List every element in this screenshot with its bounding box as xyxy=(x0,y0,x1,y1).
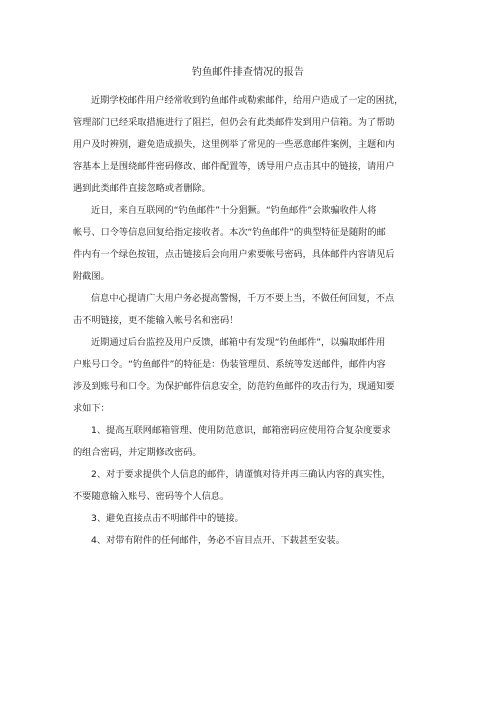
paragraph-line: 近期学校邮件用户经常收到钓鱼邮件或勒索邮件，给用户造成了一定的困扰， xyxy=(91,95,404,106)
paragraph xyxy=(73,332,438,420)
paragraph xyxy=(73,420,438,464)
paragraph-line: 4、对带有附件的任何邮件，务必不盲目点开、下载甚至安装。 xyxy=(91,535,345,546)
paragraph-line: 2、对于要求提供个人信息的邮件，请谨慎对待并再三确认内容的真实性， xyxy=(91,469,391,480)
paragraph xyxy=(73,288,438,332)
paragraph-line: 用户及时辨别，避免造成损失，这里例举了常见的一些恶意邮件案例，主题和内 xyxy=(73,139,395,150)
paragraph-line: 涉及到账号和口令。为保护邮件信息安全，防范钓鱼邮件的攻击行为，现通知要 xyxy=(73,381,395,392)
paragraph xyxy=(73,530,438,552)
paragraph xyxy=(73,464,438,508)
paragraph xyxy=(73,200,438,288)
paragraph-line: 不要随意输入账号、密码等个人信息。 xyxy=(73,491,230,502)
paragraph-line: 件内有一个绿色按钮，点击链接后会向用户索要帐号密码，具体邮件内容请见后 xyxy=(73,249,395,260)
paragraph-line: 帐号、口令等信息回复给指定接收者。本次“钓鱼邮件”的典型特征是随附的邮 xyxy=(73,227,386,238)
paragraph-line: 遇到此类邮件直接忽略或者删除。 xyxy=(73,183,211,194)
paragraph xyxy=(73,90,438,200)
paragraph-line: 击不明链接，更不能输入帐号名和密码！ xyxy=(73,315,239,326)
paragraph-line: 求如下： xyxy=(73,403,110,414)
paragraph-line: 户账号口令。“钓鱼邮件”的特征是：伪装管理员、系统等发送邮件，邮件内容 xyxy=(73,359,386,370)
paragraph xyxy=(73,508,438,530)
paragraph-line: 信息中心提请广大用户务必提高警惕，千万不要上当，不做任何回复，不点 xyxy=(91,293,395,304)
paragraph-line: 管理部门已经采取措施进行了阻拦，但仍会有此类邮件发到用户信箱。为了帮助 xyxy=(73,117,395,128)
paragraph-line: 近日，来自互联网的“钓鱼邮件”十分猖獗。“钓鱼邮件”会欺骗收件人将 xyxy=(91,205,377,216)
paragraph-line: 1、提高互联网邮箱管理、使用防范意识，邮箱密码应使用符合复杂度要求 xyxy=(91,425,391,436)
paragraph-line: 3、避免直接点击不明邮件中的链接。 xyxy=(91,513,244,524)
paragraph-line: 附截图。 xyxy=(73,271,110,282)
document-title: 钓鱼邮件排查情况的报告 xyxy=(191,67,305,78)
document-body xyxy=(73,90,438,552)
paragraph-line: 容基本上是围绕邮件密码修改、邮件配置等，诱导用户点击其中的链接，请用户 xyxy=(73,161,395,172)
paragraph-line: 的组合密码，并定期修改密码。 xyxy=(73,447,202,458)
paragraph-line: 近期通过后台监控及用户反馈，邮箱中有发现“钓鱼邮件”，以骗取邮件用 xyxy=(91,337,386,348)
